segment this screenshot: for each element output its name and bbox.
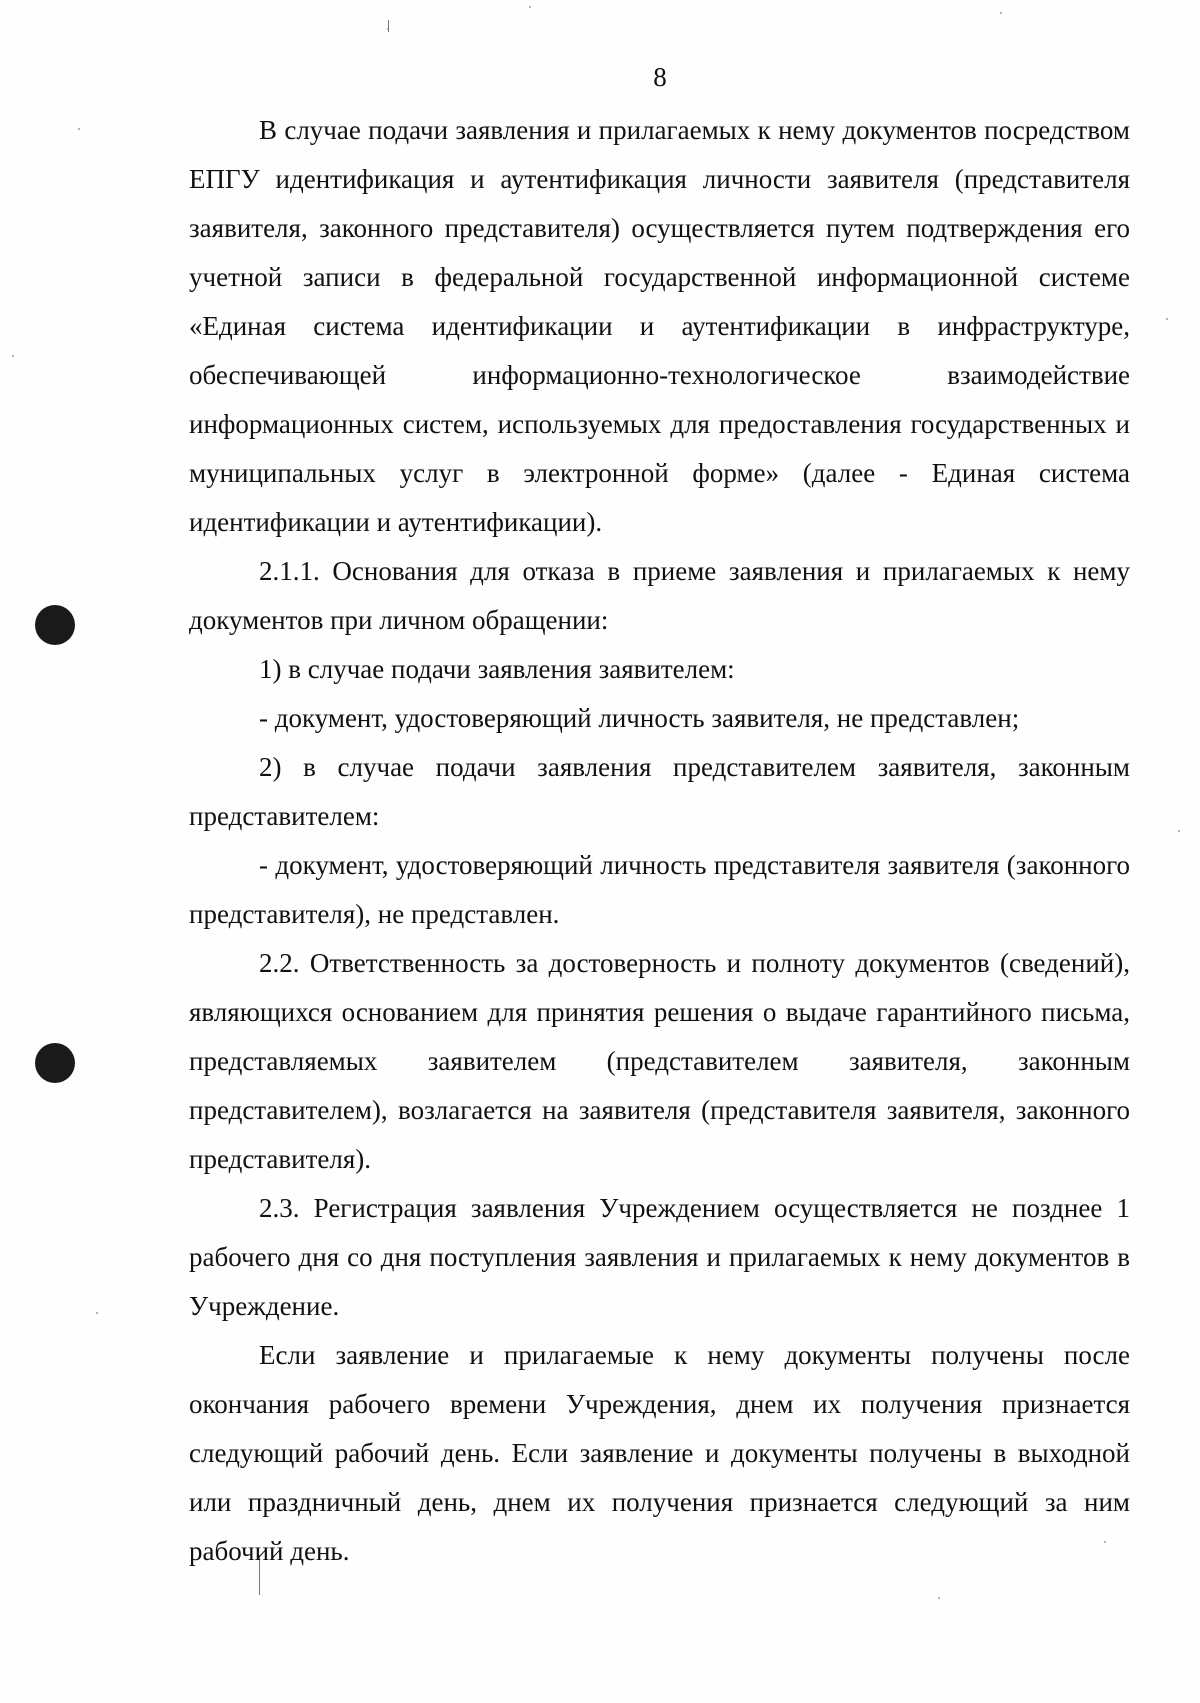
list-subitem-1: - документ, удостоверяющий личность заявителя, не представлен;	[259, 703, 1020, 733]
scan-speck	[1178, 830, 1180, 832]
paragraph-epgu-identification: В случае подачи заявления и прилагаемых к нему документов посредством ЕПГУ идентификация и аутентификация личности заявителя (представителя заявителя, законного представителя) осуществляется путем подтверждения его учетной записи в федеральной государственной информационной системе «Единая система идентификации и аутентификации в инфраструктуре, обеспечивающей информационно-технологическое взаимодействие информационных систем, используемых для предоставления государственных и муниципальных услуг в электронной форме» (далее - Единая система идентификации и аутентификации).	[189, 115, 1130, 537]
scan-speck	[1000, 12, 1002, 14]
page-number: 8	[653, 62, 667, 92]
document-body	[189, 106, 1130, 1576]
scan-speck	[78, 128, 80, 130]
scan-speck	[1166, 318, 1168, 320]
paragraph-2-2: 2.2. Ответственность за достоверность и полноту документов (сведений), являющихся основанием для принятия решения о выдаче гарантийного письма, представляемых заявителем (представителем заявителя, законным представителем), возлагается на заявителя (представителя заявителя, законного представителя).	[189, 948, 1130, 1174]
scan-speck	[529, 6, 531, 8]
list-item-2: 2) в случае подачи заявления представителем заявителя, законным представителем:	[189, 752, 1130, 831]
scan-mark	[388, 20, 389, 32]
paragraph-2-1-1: 2.1.1. Основания для отказа в приеме заявления и прилагаемых к нему документов при личном обращении:	[189, 556, 1130, 635]
punch-hole	[35, 1043, 75, 1083]
paragraph-2-3: 2.3. Регистрация заявления Учреждением осуществляется не позднее 1 рабочего дня со дня поступления заявления и прилагаемых к нему документов в Учреждение.	[189, 1193, 1130, 1321]
paragraph-after-hours: Если заявление и прилагаемые к нему документы получены после окончания рабочего времени Учреждения, днем их получения признается следующий рабочий день. Если заявление и документы получены в выходной или праздничный день, днем их получения признается следующий за ним рабочий день.	[189, 1340, 1130, 1566]
scan-speck	[96, 1312, 98, 1314]
scan-speck	[12, 355, 14, 357]
punch-hole	[35, 605, 75, 645]
scan-speck	[938, 1597, 940, 1599]
list-subitem-2: - документ, удостоверяющий личность представителя заявителя (законного представителя), не представлен.	[189, 850, 1130, 929]
list-item-1: 1) в случае подачи заявления заявителем:	[259, 654, 735, 684]
